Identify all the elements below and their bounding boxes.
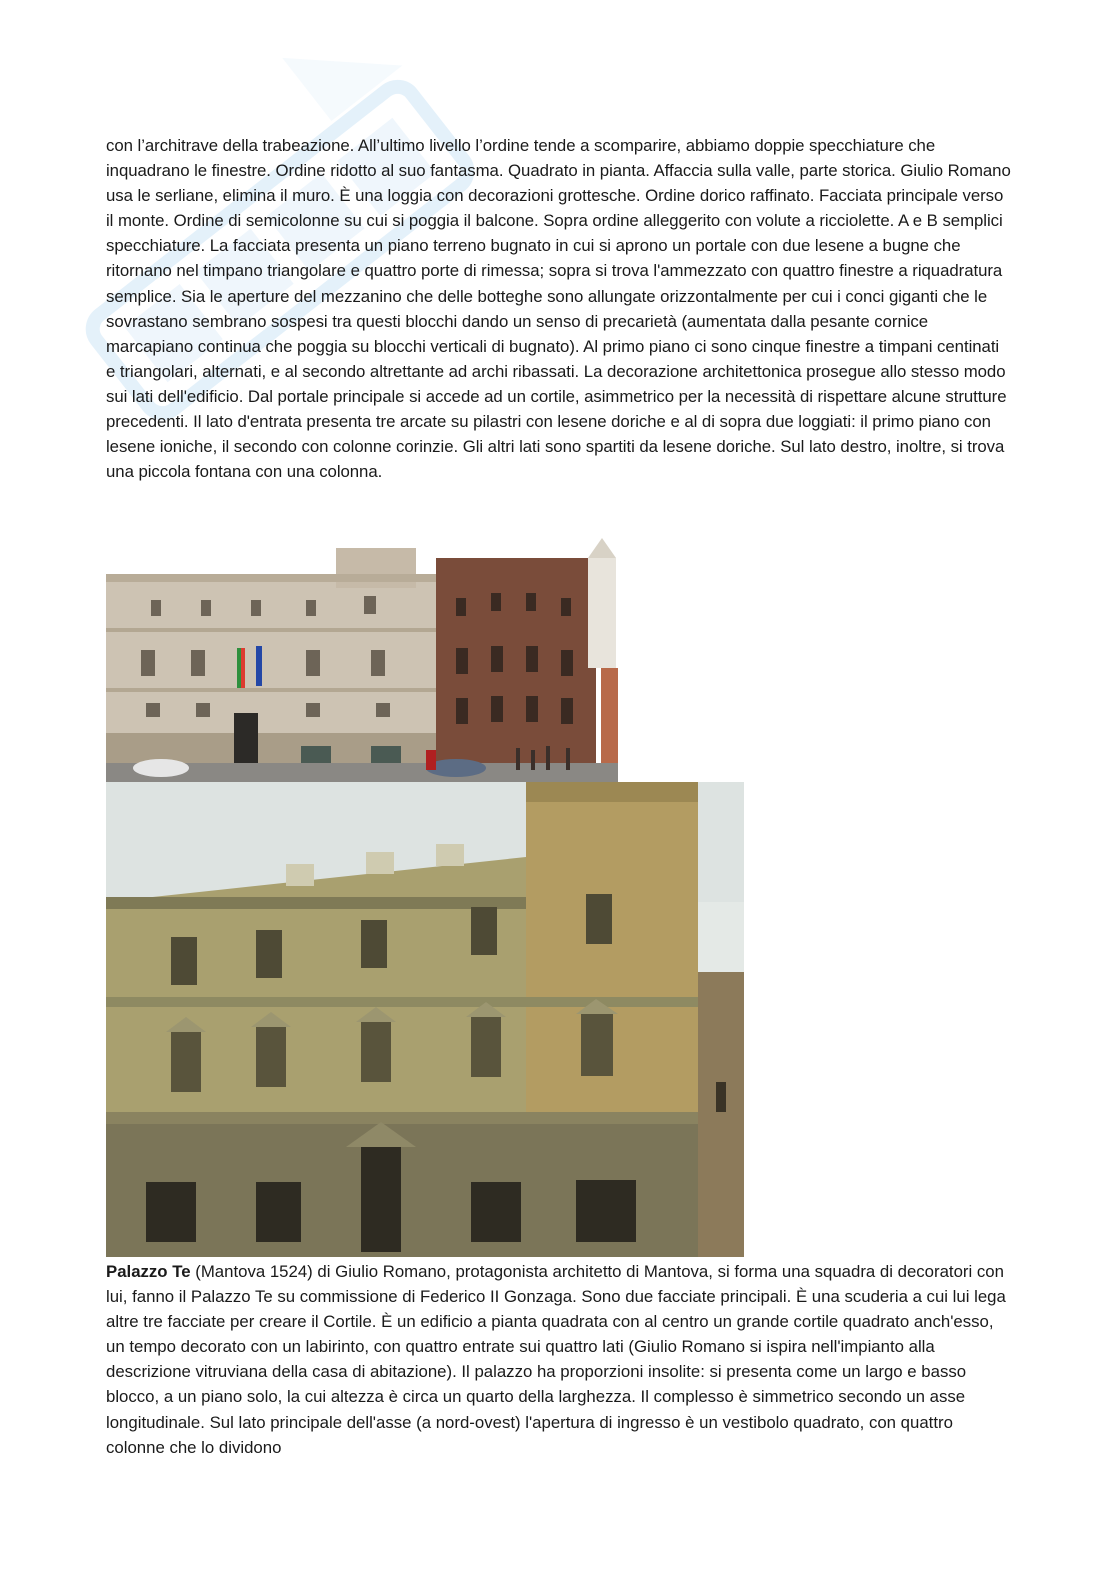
section-title: Palazzo Te: [106, 1262, 191, 1281]
body-paragraph-bottom: [106, 1259, 1016, 1460]
photo-palazzo-facade: [106, 782, 744, 1257]
photo-palazzi-street: [106, 538, 618, 782]
body-paragraph-top: [106, 133, 1011, 484]
paragraph-text: con l’architrave della trabeazione. All’ultimo livello l’ordine tende a scomparire, abbiamo doppie specchiature che inquadrano le finestre. Ordine ridotto al suo fantasma. Quadrato in pianta. Affaccia sulla valle, parte storica. Giulio Romano usa le serliane, elimina il muro. È una loggia con decorazioni grottesche. Ordine dorico raffinato. Facciata principale verso il monte. Ordine di semicolonne su cui si poggia il balcone. Sopra ordine alleggerito con volute a ricciolette. A e B semplici specchiature. La facciata presenta un piano terreno bugnato in cui si aprono un portale con due lesene a bugne che ritornano nel timpano triangolare e quattro porte di rimessa; sopra si trova l'ammezzato con quattro finestre a riquadratura semplice. Sia le aperture del mezzanino che delle botteghe sono allungate orizzontalmente per cui i conci giganti che le sovrastano sembrano sospesi tra questi blocchi dando un senso di precarietà (aumentata dalla pesante cornice marcapiano continua che poggia su blocchi verticali di bugnato). Al primo piano ci sono cinque finestre a timpani centinati e triangolari, alternati, e al secondo altrettante ad archi ribassati. La decorazione architettonica prosegue allo stesso modo sui lati dell'edificio. Dal portale principale si accede ad un cortile, asimmetrico per la necessità di rispettare alcune strutture precedenti. Il lato d'entrata presenta tre arcate su pilastri con lesene doriche e al di sopra due loggiati: il primo piano con lesene ioniche, il secondo con colonne corinzie. Gli altri lati sono spartiti da lesene doriche. Sul lato destro, inoltre, si trova una piccola fontana con una colonna.: [106, 136, 1011, 482]
paragraph-text: (Mantova 1524) di Giulio Romano, protagonista architetto di Mantova, si forma una squadra di decoratori con lui, fanno il Palazzo Te su commissione di Federico II Gonzaga. Sono due facciate principali. È una scuderia a cui lui lega altre tre facciate per creare il Cortile. È un edificio a pianta quadrata con al centro un grande cortile quadrato anch'esso, un tempo decorato con un labirinto, con quattro entrate sui quattro lati (Giulio Romano si ispira nell'impianto alla descrizione vitruviana della casa di abitazione). Il palazzo ha proporzioni insolite: si presenta come un largo e basso blocco, a un piano solo, la cui altezza è circa un quarto della larghezza. Il complesso è simmetrico secondo un asse longitudinale. Sul lato principale dell'asse (a nord-ovest) l'apertura di ingresso è un vestibolo quadrato, con quattro colonne che lo dividono: [106, 1262, 1006, 1457]
